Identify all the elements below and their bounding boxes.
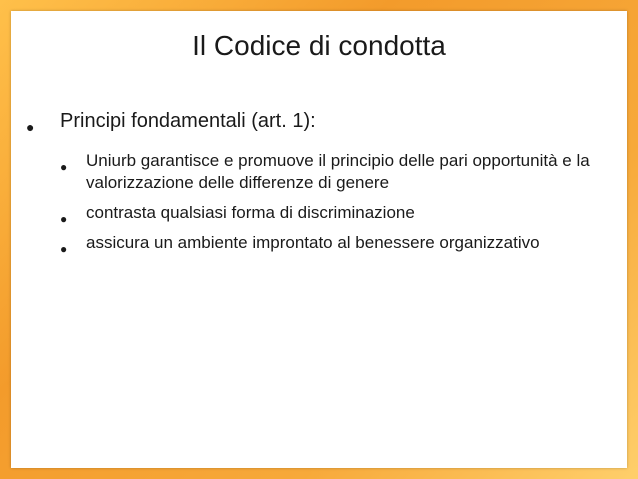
bullet-icon: ●: [60, 212, 68, 226]
slide-title: Il Codice di condotta: [192, 30, 446, 61]
bullet-icon: ●: [60, 242, 68, 256]
sub-list-item-text: contrasta qualsiasi forma di discriminazione: [86, 203, 415, 222]
sub-list-item-text: Uniurb garantisce e promuove il principio delle pari opportunità e la valorizzazione delle differenze di genere: [86, 151, 590, 192]
bullet-list: [26, 108, 616, 262]
bullet-icon: ●: [26, 119, 35, 135]
sub-list-item: [60, 150, 616, 194]
sub-list-item: [60, 202, 616, 224]
bullet-icon: ●: [60, 160, 68, 174]
list-item: [26, 108, 616, 254]
sub-list-item: [60, 232, 616, 254]
sub-list-item-text: assicura un ambiente improntato al benessere organizzativo: [86, 233, 540, 252]
sub-bullet-list: [60, 150, 616, 254]
list-item-text: Principi fondamentali (art. 1):: [60, 110, 316, 132]
